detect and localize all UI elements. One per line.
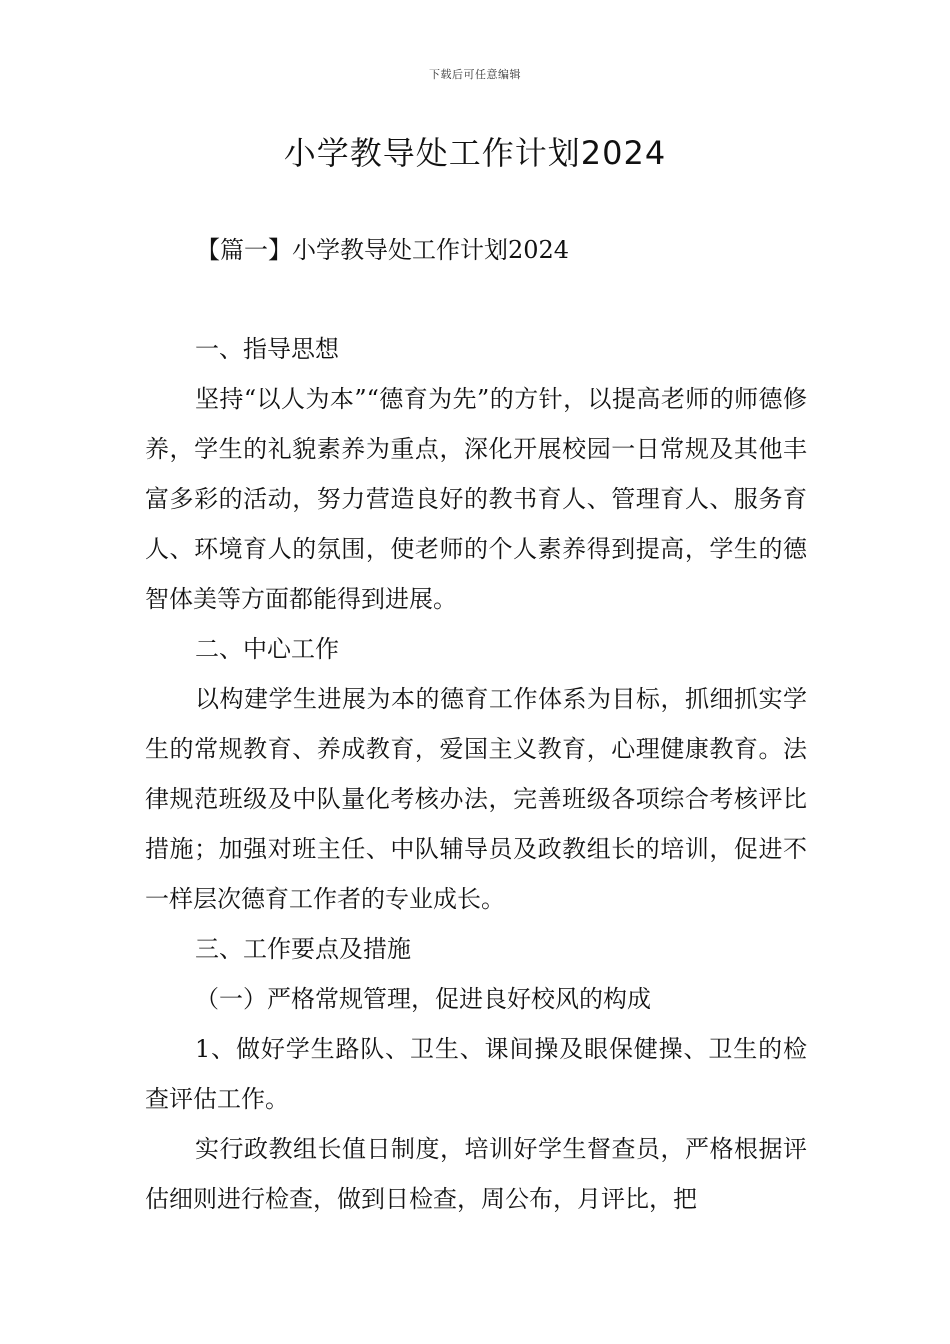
document-body xyxy=(145,324,807,1224)
document-title: 小学教导处工作计划2024 xyxy=(283,134,667,172)
list-item-1: 1、做好学生路队、卫生、课间操及眼保健操、卫生的检查评估工作。 xyxy=(145,1035,807,1113)
subsection-heading-1: （一）严格常规管理，促进良好校风的构成 xyxy=(195,985,651,1013)
paragraph-duty-system: 实行政教组长值日制度，培训好学生督查员，严格根据评估细则进行检查，做到日检查，周公布，月评比，把 xyxy=(145,1135,807,1213)
paragraph-central-work: 以构建学生进展为本的德育工作体系为目标，抓细抓实学生的常规教育、养成教育，爱国主义教育，心理健康教育。法律规范班级及中队量化考核办法，完善班级各项综合考核评比措施；加强对班主任、中队辅导员及政教组长的培训，促进不一样层次德育工作者的专业成长。 xyxy=(145,685,807,913)
chapter-title: 【篇一】小学教导处工作计划2024 xyxy=(196,236,570,264)
section-heading-2: 二、中心工作 xyxy=(195,635,339,663)
section-heading-3: 三、工作要点及措施 xyxy=(195,935,411,963)
section-heading-1: 一、指导思想 xyxy=(195,335,339,363)
paragraph-guiding-ideology: 坚持“以人为本”“德育为先”的方针，以提高老师的师德修养，学生的礼貌素养为重点，深化开展校园一日常规及其他丰富多彩的活动，努力营造良好的教书育人、管理育人、服务育人、环境育人的氛围，使老师的个人素养得到提高，学生的德智体美等方面都能得到进展。 xyxy=(145,385,807,613)
header-note: 下载后可任意编辑 xyxy=(429,68,521,81)
